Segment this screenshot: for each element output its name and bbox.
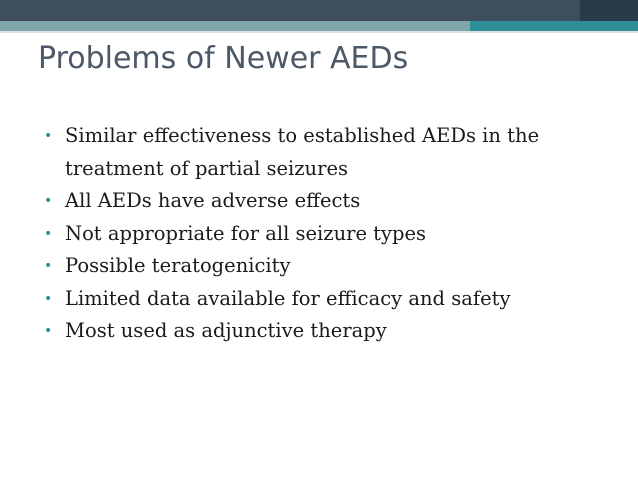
header-band — [0, 0, 638, 21]
bullet-text: Not appropriate for all seizure types — [65, 221, 427, 245]
bullet-item — [44, 120, 604, 185]
bullet-item — [44, 315, 604, 348]
bullet-item — [44, 250, 604, 283]
bullet-marker: • — [44, 128, 53, 144]
header-band-thin-rule — [0, 31, 638, 33]
bullet-marker: • — [44, 323, 53, 339]
bullet-item — [44, 218, 604, 251]
bullet-marker: • — [44, 225, 53, 242]
bullet-text: Possible teratogenicity — [65, 254, 291, 277]
header-band-teal-left — [0, 21, 470, 31]
bullet-text: Most used as adjunctive therapy — [65, 319, 387, 342]
bullet-item — [44, 185, 604, 218]
bullet-marker: • — [44, 193, 53, 209]
bullet-text: Limited data available for efficacy and safety — [65, 286, 511, 310]
bullet-marker: • — [44, 290, 53, 307]
bullet-text: All AEDs have adverse effects — [65, 189, 361, 212]
bullet-text: Similar effectiveness to established AEDs in the treatment of partial seizures — [65, 124, 540, 180]
bullet-marker: • — [44, 258, 53, 274]
bullet-list — [44, 120, 604, 348]
bullet-item — [44, 283, 604, 316]
header-band-teal-right — [470, 21, 638, 31]
header-band-accent-dark — [580, 0, 638, 21]
slide-title: Problems of Newer AEDs — [38, 41, 409, 76]
